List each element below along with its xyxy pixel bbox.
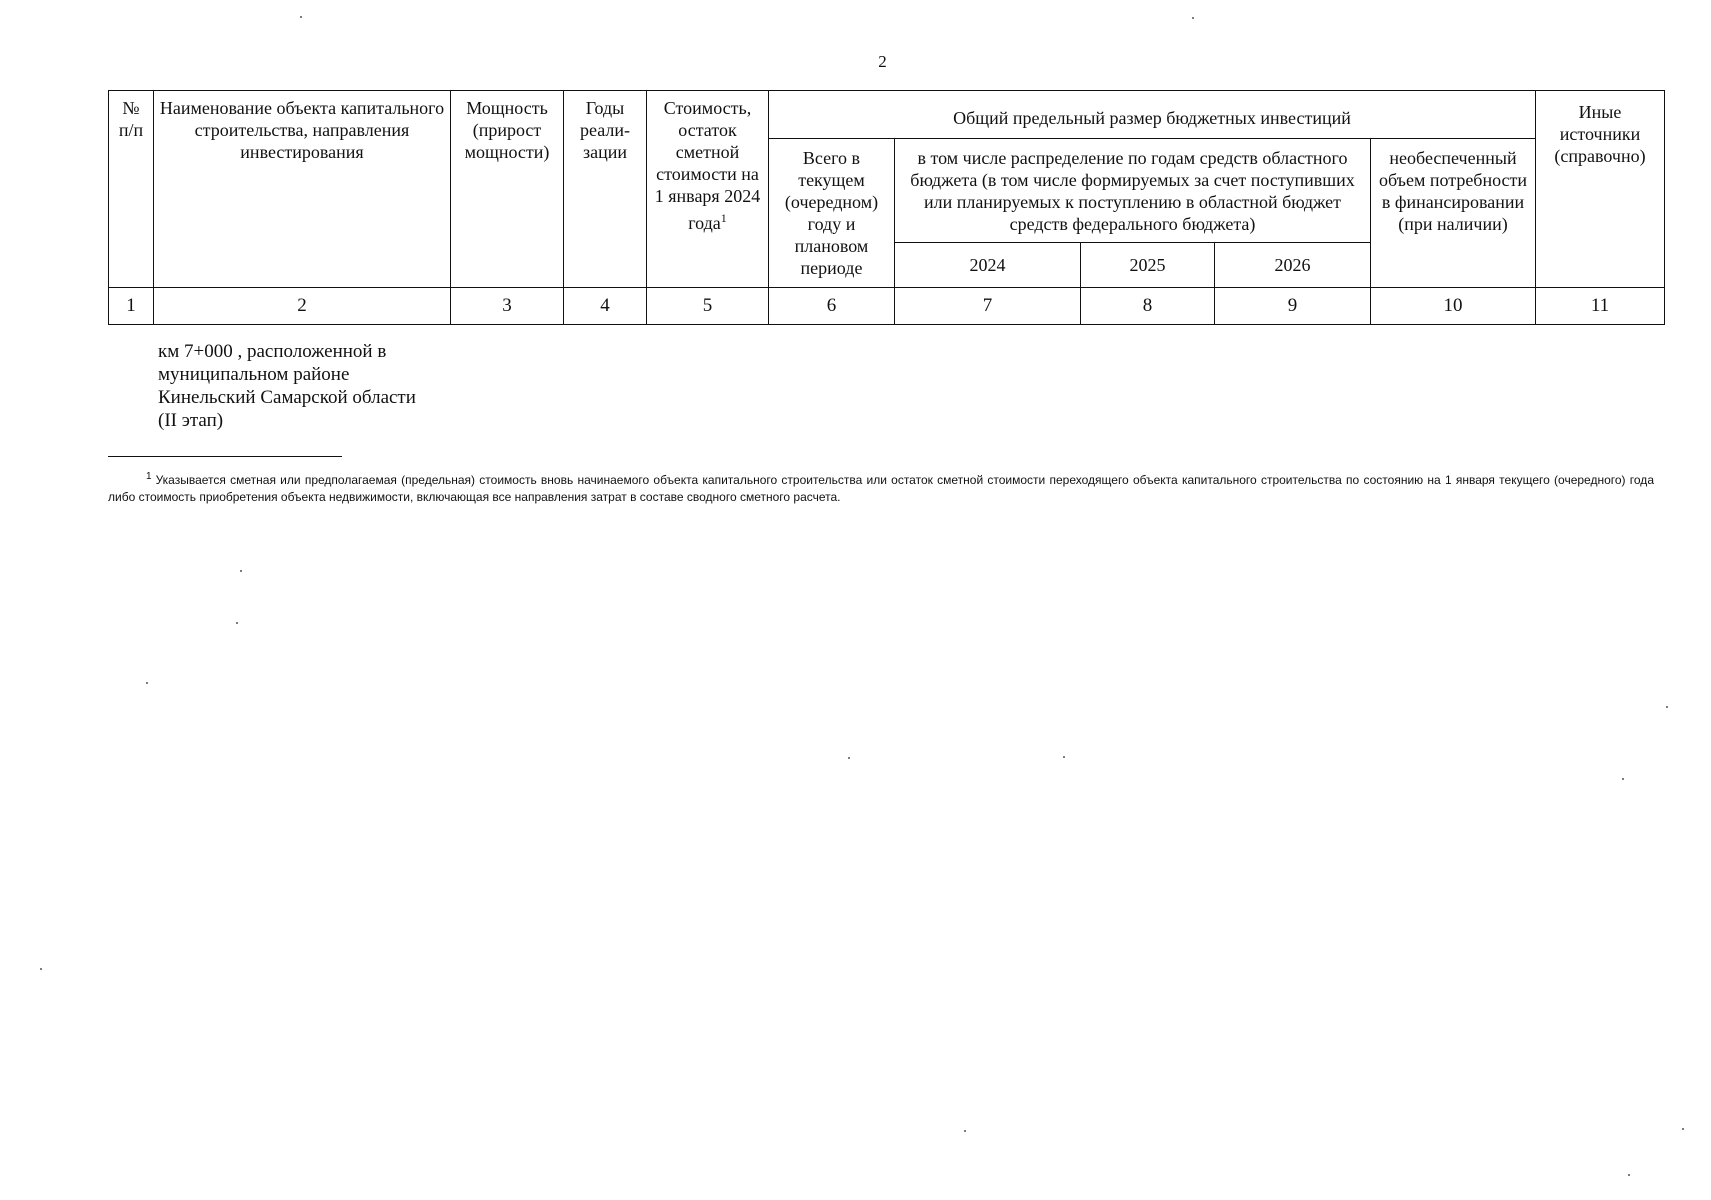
budget-investment-table [108, 90, 1665, 325]
header-year-2026: 2026 [1215, 243, 1371, 288]
scan-speck [1192, 17, 1194, 19]
object-name-continuation [158, 340, 416, 432]
continuation-line: (II этап) [158, 410, 224, 431]
header-years: Годы реали-зации [564, 91, 647, 288]
scan-speck [1628, 1174, 1630, 1176]
scan-speck [964, 1130, 966, 1132]
column-number: 1 [109, 288, 154, 325]
header-object-name: Наименование объекта капитального строительства, направления инвестирования [154, 91, 451, 288]
column-number: 5 [647, 288, 769, 325]
header-total-current-period: Всего в текущем (очередном) году и плановом периоде [769, 139, 895, 288]
scan-speck [146, 682, 148, 684]
header-distribution-by-years: в том числе распределение по годам средств областного бюджета (в том числе формируемых за счет поступивших или планируемых к поступлению в областной бюджет средств федерального бюджета) [895, 139, 1371, 243]
header-cost-text: Стоимость, остаток сметной стоимости на 1 января 2024 года [654, 98, 761, 233]
column-number: 9 [1215, 288, 1371, 325]
header-row-number: № п/п [109, 91, 154, 288]
footnote-reference: 1 [720, 211, 727, 225]
header-year-2024: 2024 [895, 243, 1081, 288]
scan-speck [1682, 1128, 1684, 1130]
continuation-line: Кинельский Самарской области [158, 387, 416, 408]
scan-speck [300, 16, 302, 18]
header-other-sources: Иные источники (справочно) [1536, 91, 1665, 288]
column-number: 4 [564, 288, 647, 325]
continuation-line: муниципальном районе [158, 364, 350, 385]
column-number: 3 [451, 288, 564, 325]
header-year-2025: 2025 [1081, 243, 1215, 288]
column-number: 10 [1371, 288, 1536, 325]
column-number: 6 [769, 288, 895, 325]
scan-speck [236, 622, 238, 624]
header-unsecured-need: необеспеченный объем потребности в финансировании (при наличии) [1371, 139, 1536, 288]
continuation-line: км 7+000 , расположенной в [158, 341, 387, 362]
scan-speck [848, 757, 850, 759]
footnote-text: Указывается сметная или предполагаемая (предельная) стоимость вновь начинаемого объекта капитального строительства или остаток сметной стоимости переходящего объекта капитального строительства по состоянию на 1 января текущего (очередного) года либо стоимость приобретения объекта недвижимости, включающая все направления затрат в составе сводного сметного расчета. [108, 473, 1654, 504]
header-total-investment: Общий предельный размер бюджетных инвестиций [769, 91, 1536, 139]
column-number-row [109, 288, 1665, 325]
scan-speck [1063, 756, 1065, 758]
header-cost [647, 91, 769, 288]
column-number: 11 [1536, 288, 1665, 325]
footnote-separator [108, 456, 342, 457]
scan-speck [1622, 778, 1624, 780]
column-number: 2 [154, 288, 451, 325]
scan-speck [240, 570, 242, 572]
footnote [108, 468, 1654, 506]
column-number: 7 [895, 288, 1081, 325]
scan-speck [40, 968, 42, 970]
header-capacity: Мощность (прирост мощности) [451, 91, 564, 288]
column-number: 8 [1081, 288, 1215, 325]
page-number: 2 [878, 52, 887, 71]
scan-speck [1666, 706, 1668, 708]
footnote-mark: 1 [146, 471, 152, 482]
